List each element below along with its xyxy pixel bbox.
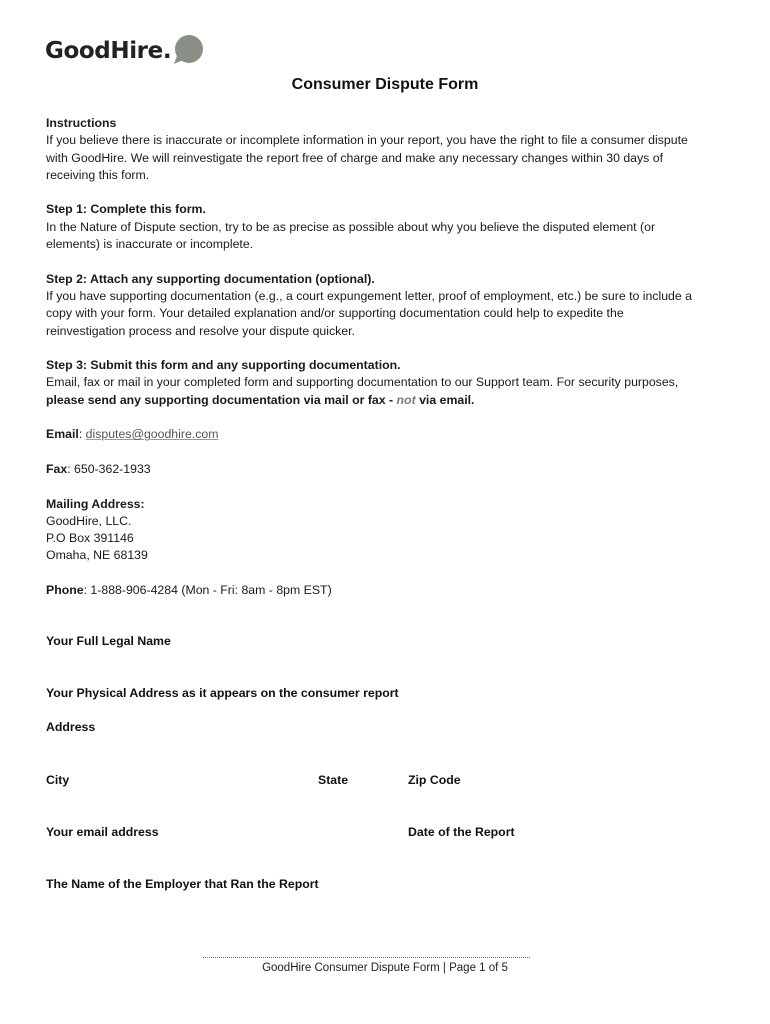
fax-label: Fax xyxy=(46,461,68,476)
step2-body: If you have supporting documentation (e.g., a court expungement letter, proof of employment, etc.) be sure to include a copy with your form. Your detailed explanation and/or supporting documentation could help to expedite the reinvestigation process and resolve your dispute quicker. xyxy=(46,288,692,338)
page-title: Consumer Dispute Form xyxy=(291,76,479,93)
step3-text: Email, fax or mail in your completed form and supporting documentation to our Support team. For security purposes, xyxy=(46,375,679,390)
phone-label: Phone xyxy=(46,583,84,598)
goodhire-logo xyxy=(45,34,204,68)
step1-body: In the Nature of Dispute section, try to be as precise as possible about why you believe the disputed element (or elements) is inaccurate or incomplete. xyxy=(46,219,656,252)
fax-value: 650-362-1933 xyxy=(74,461,151,476)
mailing-line-3: Omaha, NE 68139 xyxy=(46,548,148,563)
speech-bubble-icon xyxy=(172,34,204,66)
physical-address-label: Your Physical Address as it appears on the consumer report xyxy=(46,686,399,700)
step3-warning-end: via email. xyxy=(419,392,475,407)
instructions-body: If you believe there is inaccurate or incomplete information in your report, you have the right to file a consumer dispute with GoodHire. We will reinvestigate the report free of charge and make any necessary changes within 30 days of receiving this form. xyxy=(46,133,688,182)
report-date-label: Date of the Report xyxy=(408,825,515,839)
state-label: State xyxy=(318,773,349,787)
mailing-line-1: GoodHire, LLC. xyxy=(46,513,132,528)
email-link[interactable]: disputes@goodhire.com xyxy=(85,427,219,442)
mailing-label: Mailing Address: xyxy=(46,496,145,511)
step3-body xyxy=(46,374,706,409)
employer-label: The Name of the Employer that Ran the Report xyxy=(46,877,319,891)
full-name-label: Your Full Legal Name xyxy=(46,634,171,648)
zip-code-label: Zip Code xyxy=(408,773,461,787)
city-label: City xyxy=(46,773,70,787)
address-label: Address xyxy=(46,720,96,734)
email-address-label: Your email address xyxy=(46,825,159,839)
step1-heading: Step 1: Complete this form. xyxy=(46,202,206,217)
logo-wordmark: GoodHire. xyxy=(45,38,172,64)
instructions-content xyxy=(46,115,706,599)
phone-line: Phone: 1-888-906-4284 (Mon - Fri: 8am - 8pm EST) xyxy=(46,583,332,598)
phone-value: 1-888-906-4284 (Mon - Fri: 8am - 8pm EST) xyxy=(90,583,332,598)
instructions-heading: Instructions xyxy=(46,116,117,130)
step2-heading: Step 2: Attach any supporting documentation (optional). xyxy=(46,271,375,286)
footer-divider xyxy=(203,957,530,958)
step3-warning: please send any supporting documentation via mail or fax - xyxy=(46,392,394,407)
email-label: Email xyxy=(46,427,79,442)
step3-not-word: not xyxy=(396,392,416,407)
fax-line: Fax: 650-362-1933 xyxy=(46,461,151,476)
page-footer: GoodHire Consumer Dispute Form | Page 1 of 5 xyxy=(262,962,508,974)
mailing-line-2: P.O Box 391146 xyxy=(46,531,134,546)
step3-heading: Step 3: Submit this form and any supporting documentation. xyxy=(46,358,401,373)
email-line: Email: disputes@goodhire.com xyxy=(46,427,219,442)
